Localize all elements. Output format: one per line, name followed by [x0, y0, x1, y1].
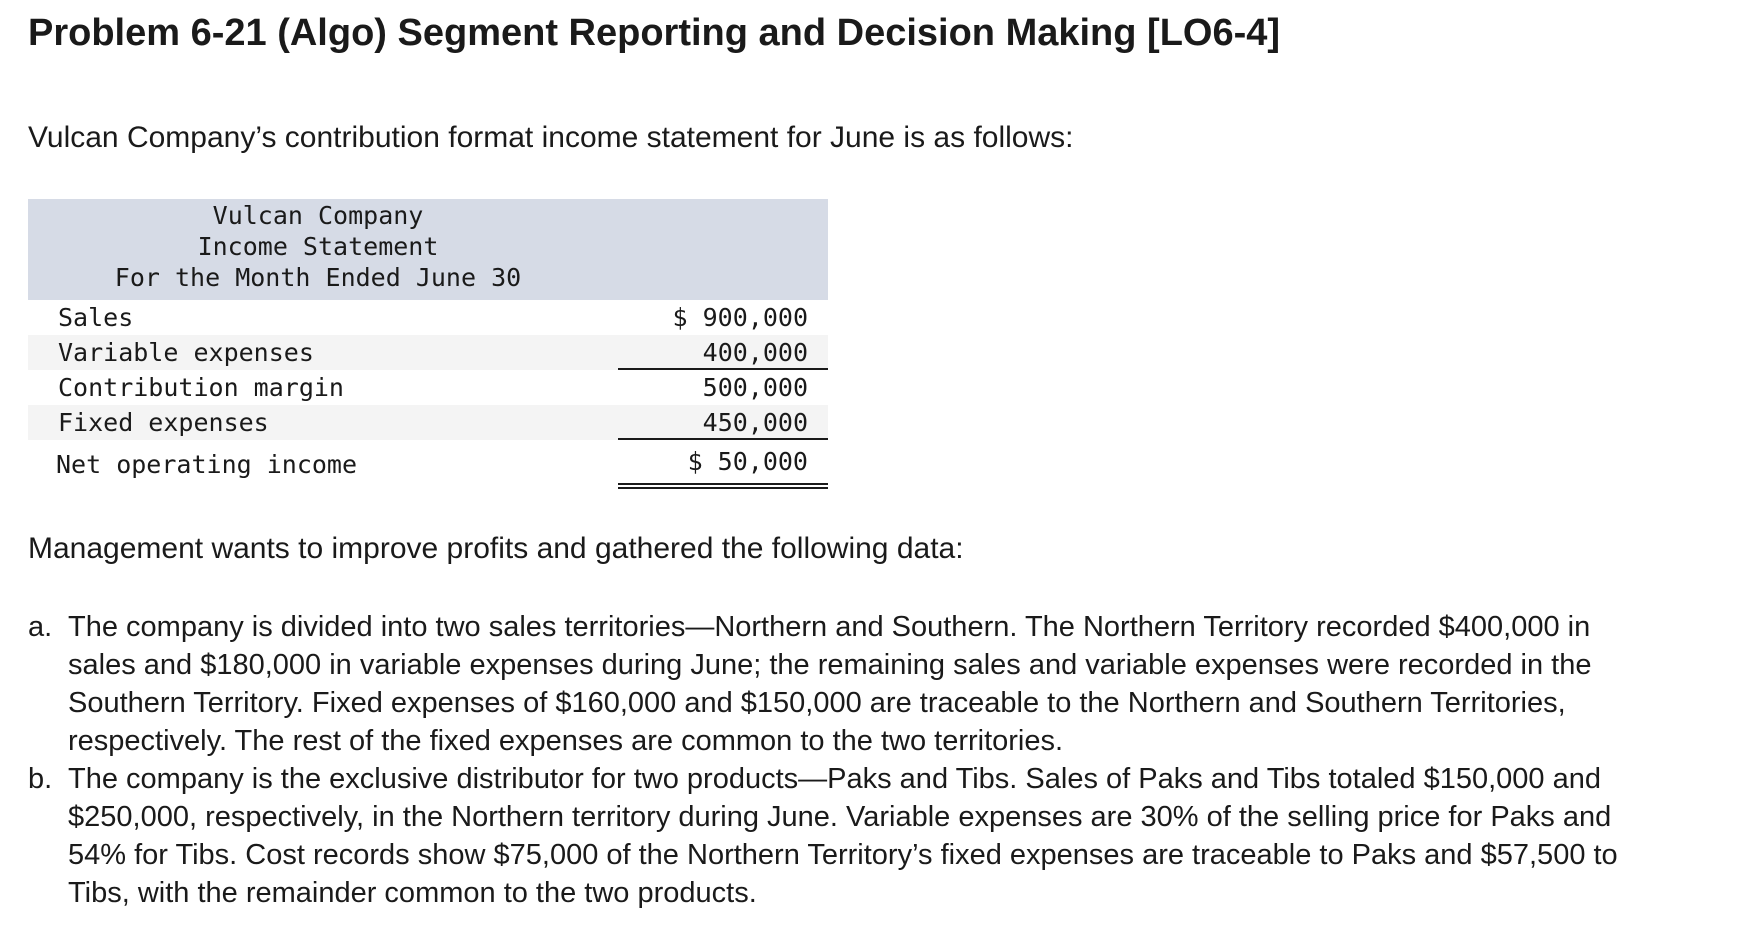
- statement-row-fixed-expenses: [28, 405, 828, 440]
- list-item-line: The company is the exclusive distributor for two products—Paks and Tibs. Sales of Paks and Tibs totaled $150,000 and: [68, 763, 1602, 795]
- statement-header: [28, 199, 828, 300]
- statement-row-sales: [28, 300, 828, 335]
- list-item-line: The company is divided into two sales territories—Northern and Southern. The Northern Territory recorded $400,000 in: [68, 611, 1591, 643]
- list-marker: b.: [28, 763, 53, 795]
- page-title: Problem 6-21 (Algo) Segment Reporting and Decision Making [LO6-4]: [28, 12, 1281, 54]
- list-item-line: Tibs, with the remainder common to the two products.: [68, 877, 757, 909]
- list-item-line: Southern Territory. Fixed expenses of $160,000 and $150,000 are traceable to the Northern and Southern Territories,: [68, 687, 1566, 719]
- row-amount: 400,000: [618, 335, 828, 370]
- row-amount: 450,000: [618, 405, 828, 440]
- list-item-b: [28, 760, 1751, 912]
- row-amount: $ 900,000: [672, 303, 808, 332]
- list-item-line: respectively. The rest of the fixed expenses are common to the two territories.: [68, 725, 1064, 757]
- data-list: [28, 608, 1751, 912]
- row-label: Sales: [58, 303, 134, 332]
- statement-company-name: Vulcan Company: [212, 201, 424, 230]
- intro-text: Vulcan Company’s contribution format income statement for June is as follows:: [28, 121, 1074, 154]
- list-item-line: 54% for Tibs. Cost records show $75,000 of the Northern Territory’s fixed expenses are traceable to Paks and $57,500 to: [68, 839, 1618, 871]
- statement-title: Income Statement: [197, 232, 439, 261]
- statement-period: For the Month Ended June 30: [114, 263, 522, 292]
- statement-row-contribution-margin: [28, 370, 828, 405]
- statement-row-net-operating-income: [28, 440, 828, 489]
- list-item-line: sales and $180,000 in variable expenses during June; the remaining sales and variable expenses were recorded in the: [68, 649, 1592, 681]
- list-item-line: $250,000, respectively, in the Northern territory during June. Variable expenses are 30% of the selling price for Paks and: [68, 801, 1612, 833]
- row-label: Net operating income: [56, 450, 358, 479]
- row-amount: 500,000: [702, 373, 808, 402]
- row-label: Fixed expenses: [58, 408, 269, 437]
- management-text: Management wants to improve profits and gathered the following data:: [28, 532, 964, 565]
- list-item-a: [28, 608, 1751, 760]
- statement-row-variable-expenses: [28, 335, 828, 370]
- list-marker: a.: [28, 611, 53, 643]
- row-label: Variable expenses: [58, 338, 314, 367]
- row-label: Contribution margin: [58, 373, 344, 402]
- income-statement: [28, 199, 828, 489]
- row-amount: $ 50,000: [618, 440, 828, 489]
